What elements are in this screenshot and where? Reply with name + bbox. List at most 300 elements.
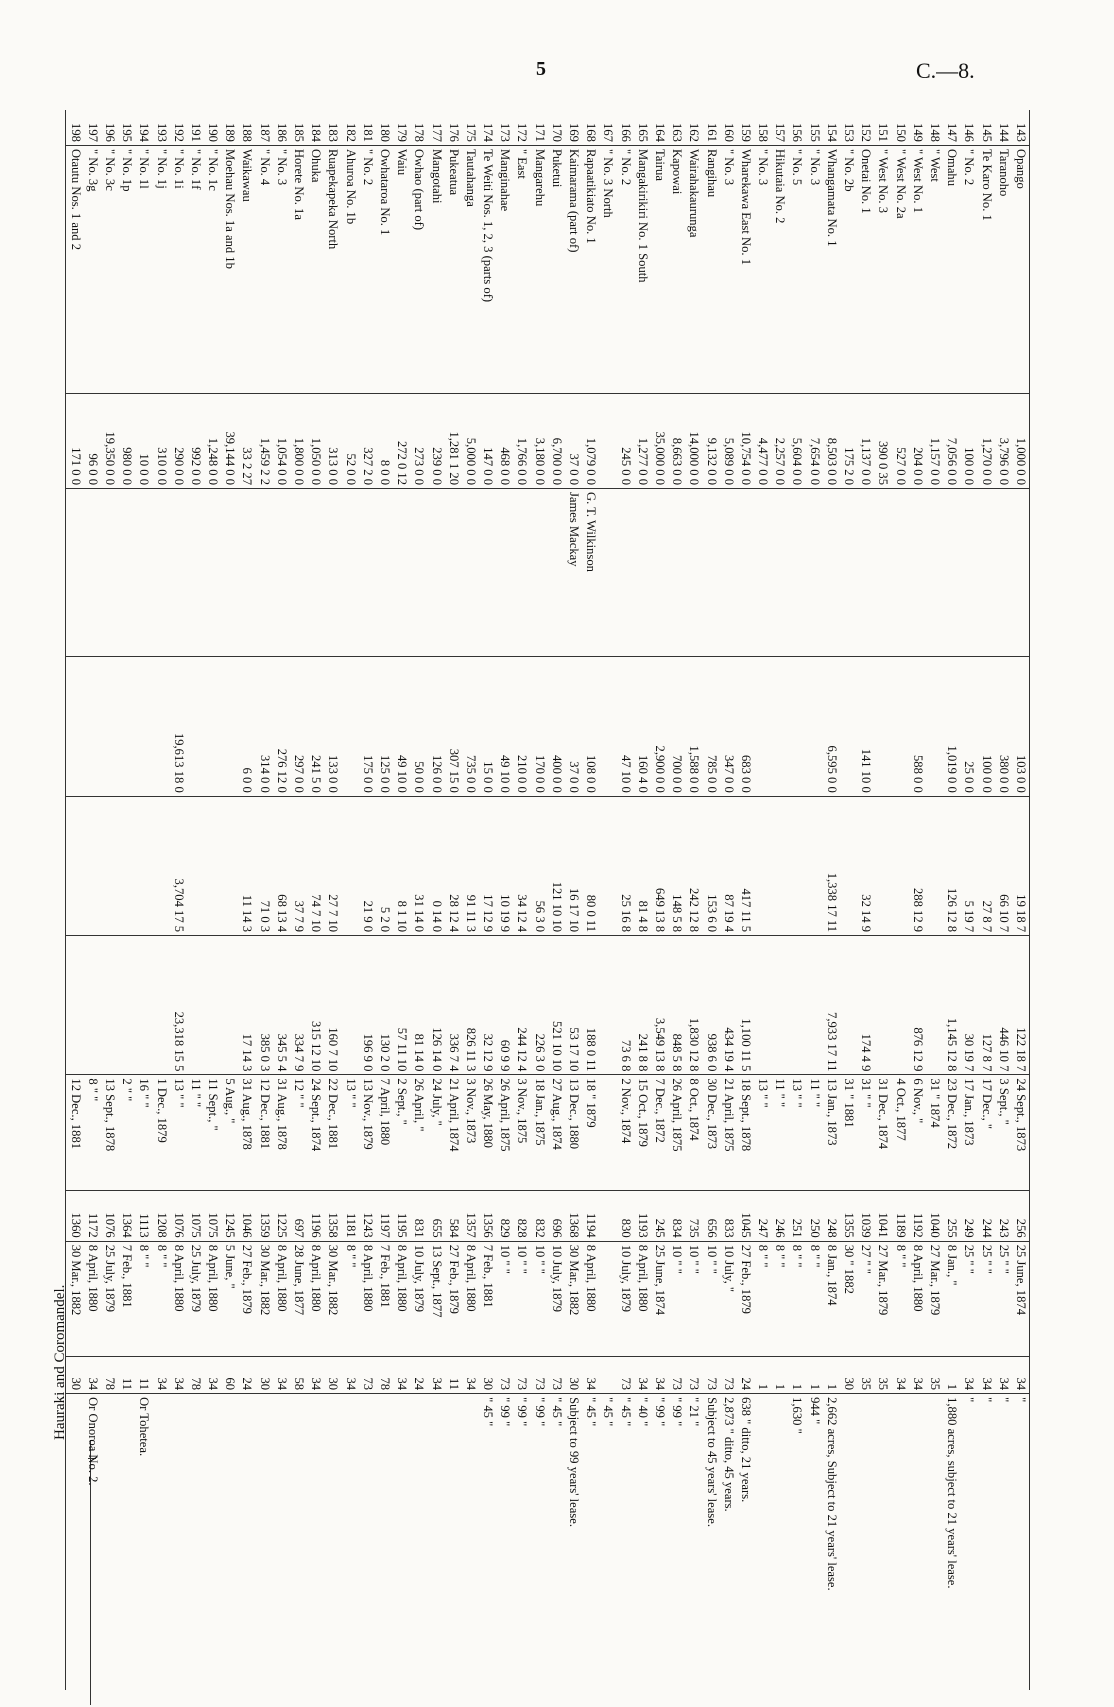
cell-num: 1364 [118,1190,135,1241]
cell-area: 8,503 0 0 [823,393,840,488]
cell-person [788,489,805,657]
cell-person [427,489,444,657]
cell-num: 1076 [101,1190,118,1241]
cell-remarks [376,1394,393,1690]
cell-rent1: 28 12 4 [445,796,462,935]
cell-date-lease: 23 Dec., 1872 [943,1075,960,1190]
cell-rent1: 31 14 0 [410,796,427,935]
cell-remarks: Or Onoroa No. 2. [85,1397,100,1486]
cell-amount: 588 0 0 [909,657,926,796]
cell-remarks: " 99 " [498,1397,513,1427]
cell-num [599,1190,616,1241]
cell-no: 166 [617,110,634,145]
cell-remarks: 2,873 " ditto, 45 years. [721,1397,736,1512]
cell-person [634,489,651,657]
table-row [857,110,874,1690]
cell-amount: 170 0 0 [531,657,548,796]
cell-date-lease: 6 Nov., " [909,1075,926,1190]
cell-no: 160 [720,110,737,145]
cell-amount: 400 0 0 [548,657,565,796]
cell-rent2 [788,936,805,1075]
cell-date-deed: 7 Feb., 1881 [376,1241,393,1356]
cell-rent1 [221,796,238,935]
cell-person [702,489,719,657]
cell-date-deed: 10 July, " [720,1241,737,1356]
cell-remarks: " 45 " [618,1397,633,1427]
cell-name: Hikutaia No. 2 [771,145,788,393]
table-row [135,110,152,1690]
table-row [874,110,891,1690]
cell-rent2 [771,936,788,1075]
cell-person [307,489,324,657]
cell-rent1 [187,796,204,935]
cell-name: " No. 1i [170,145,187,393]
cell-rent1: 25 16 8 [617,796,634,935]
cell-name: Mangotahi [427,145,444,393]
cell-no: 193 [152,110,169,145]
cell-term: 1 [754,1356,771,1393]
cell-date-lease: 31 Aug., 1878 [238,1075,255,1190]
table-row [754,110,771,1690]
cell-date-deed: 8 April, 1880 [170,1241,187,1356]
cell-no: 147 [943,110,960,145]
cell-no: 176 [445,110,462,145]
cell-remarks [393,1394,410,1690]
cell-rent2 [84,936,101,1075]
cell-person [737,489,754,657]
cell-area: 290 0 0 [170,393,187,488]
cell-rent1: 8 1 10 [393,796,410,935]
cell-person [187,489,204,657]
cell-rent2: 385 0 3 [256,936,273,1075]
cell-amount: 103 0 0 [1012,657,1030,796]
cell-rent1: 91 11 3 [462,796,479,935]
cell-rent1 [101,796,118,935]
cell-rent1: 0 14 0 [427,796,444,935]
table-row [892,110,909,1690]
cell-person [651,489,668,657]
table-row [66,110,84,1690]
cell-date-lease: 7 Dec., 1872 [651,1075,668,1190]
cell-rent2: 23,318 15 5 [170,936,187,1075]
cell-area: 1,277 0 0 [634,393,651,488]
cell-rent2: 57 11 10 [393,936,410,1075]
cell-num: 828 [513,1190,530,1241]
cell-remarks [874,1394,891,1690]
cell-amount [135,657,152,796]
cell-area: 6,700 0 0 [548,393,565,488]
cell-rent2: 81 14 0 [410,936,427,1075]
cell-term: 34 [977,1356,994,1393]
cell-rent2: 188 0 11 [582,936,599,1075]
cell-num: 831 [410,1190,427,1241]
cell-name: Rapaatikiato No. 1 [582,145,599,393]
cell-amount: 683 0 0 [737,657,754,796]
cell-amount [342,657,359,796]
cell-date-lease: 31 Dec., 1874 [874,1075,891,1190]
cell-name: " No. 1c [204,145,221,393]
cell-no: 181 [359,110,376,145]
cell-rent1 [892,796,909,935]
cell-area: 327 2 0 [359,393,376,488]
cell-num: 1208 [152,1190,169,1241]
cell-rent1: 242 12 8 [685,796,702,935]
cell-date-deed: 25 " " [995,1241,1012,1356]
table-body [66,110,1030,1690]
table-row [634,110,651,1690]
cell-date-lease: 30 Dec., 1873 [702,1075,719,1190]
cell-no: 170 [548,110,565,145]
cell-date-deed: 8 " " [754,1241,771,1356]
cell-area: 527 0 0 [892,393,909,488]
cell-num: 1245 [221,1190,238,1241]
cell-no: 195 [118,110,135,145]
cell-date-deed: 8 April, 1880 [634,1241,651,1356]
cell-name: Kaimarama (part of) [565,145,582,393]
cell-date-lease: 24 July, " [427,1075,444,1190]
cell-person [874,489,891,657]
cell-date-lease: 18 Sept., 1878 [737,1075,754,1190]
table-row [565,110,582,1690]
cell-term: 78 [101,1356,118,1393]
cell-person [668,489,685,657]
cell-num: 1192 [909,1190,926,1241]
cell-no: 167 [599,110,616,145]
cell-person [101,489,118,657]
cell-area: 7,056 0 0 [943,393,960,488]
table-row [204,110,221,1690]
cell-rent2: 53 17 10 [565,936,582,1075]
cell-amount: 241 5 0 [307,657,324,796]
cell-rent2 [754,936,771,1075]
cell-rent1: 10 19 9 [496,796,513,935]
cell-remarks: " 45 " [481,1397,496,1427]
cell-rent1: 80 0 11 [582,796,599,935]
cell-rent1 [118,796,135,935]
cell-num: 1181 [342,1190,359,1241]
cell-no: 192 [170,110,187,145]
cell-no: 150 [892,110,909,145]
cell-term: 78 [187,1356,204,1393]
cell-num: 255 [943,1190,960,1241]
cell-date-deed: 8 " " [135,1241,152,1356]
cell-date-deed: 8 April, 1880 [359,1241,376,1356]
cell-person [771,489,788,657]
cell-date-lease: 11 " " [806,1075,823,1190]
cell-no: 165 [634,110,651,145]
cell-remarks: 1,880 acres, subject to 21 years' lease. [945,1397,960,1589]
cell-name: " No. 3 [806,145,823,393]
cell-amount: 210 0 0 [513,657,530,796]
cell-name: Te Weiti Nos. 1, 2, 3 (parts of) [479,145,496,393]
cell-rent1 [788,796,805,935]
cell-date-lease: 26 April, " [410,1075,427,1190]
cell-date-deed: 30 Mar., 1882 [256,1241,273,1356]
cell-amount: 175 0 0 [359,657,376,796]
cell-rent2: 7,933 17 11 [823,936,840,1075]
cell-date-lease: 26 April, 1875 [496,1075,513,1190]
cell-term: 35 [926,1356,943,1393]
cell-remarks: 2,662 acres, Subject to 21 years' lease. [824,1397,839,1591]
cell-term: 11 [445,1356,462,1393]
cell-name: Mangarehu [531,145,548,393]
cell-num: 249 [960,1190,977,1241]
cell-area: 273 0 0 [410,393,427,488]
cell-area: 1,079 0 0 [582,393,599,488]
cell-term: 73 [685,1356,702,1393]
cell-date-deed: 25 June, 1874 [651,1241,668,1356]
cell-date-deed: 7 Feb., 1881 [118,1241,135,1356]
cell-num: 1045 [737,1190,754,1241]
cell-date-deed: 8 " " [152,1241,169,1356]
cell-person [204,489,221,657]
cell-person [857,489,874,657]
cell-remarks: 638 " ditto, 21 years. [738,1397,753,1503]
cell-area: 4,477 0 0 [754,393,771,488]
cell-rent1 [599,796,616,935]
cell-area: 390 0 35 [874,393,891,488]
cell-area: 1,050 0 0 [307,393,324,488]
cell-rent1: 21 9 0 [359,796,376,935]
cell-name: " No. 1j [152,145,169,393]
table-row [737,110,754,1690]
cell-rent1: 288 12 9 [909,796,926,935]
cell-rent2: 241 8 8 [634,936,651,1075]
cell-num: 697 [290,1190,307,1241]
cell-rent2: 315 12 10 [307,936,324,1075]
cell-remarks [462,1394,479,1690]
cell-name: Wharekawa East No. 1 [737,145,754,393]
cell-date-deed: 13 Sept., 1877 [427,1241,444,1356]
cell-rent2: 160 7 10 [324,936,341,1075]
cell-rent2: 244 12 4 [513,936,530,1075]
cell-date-lease: 16 " " [135,1075,152,1190]
cell-remarks: " 99 " [652,1397,667,1427]
table-row [462,110,479,1690]
table-row [101,110,118,1690]
cell-num: 1075 [204,1190,221,1241]
cell-name: Te Karo No. 1 [977,145,994,393]
cell-person [754,489,771,657]
table-row [788,110,805,1690]
cell-term: 1 [788,1356,805,1393]
table-row [668,110,685,1690]
cell-date-deed: 25 " " [977,1241,994,1356]
cell-rent2 [204,936,221,1075]
cell-remarks [840,1394,857,1690]
cell-date-deed: 27 Mar., 1879 [926,1241,943,1356]
cell-no: 144 [995,110,1012,145]
cell-rent1: 74 7 10 [307,796,324,935]
cell-rent2: 17 14 3 [238,936,255,1075]
cell-name: Horete No. 1a [290,145,307,393]
cell-no: 184 [307,110,324,145]
cell-num: 1356 [479,1190,496,1241]
cell-date-lease: 13 " " [788,1075,805,1190]
table-row [307,110,324,1690]
cell-rent2: 73 6 8 [617,936,634,1075]
cell-num: 1075 [187,1190,204,1241]
cell-term: 34 [84,1356,101,1393]
cell-area [599,393,616,488]
cell-amount [892,657,909,796]
cell-date-lease: 13 Jan., 1873 [823,1075,840,1190]
cell-person [410,489,427,657]
cell-amount [788,657,805,796]
cell-term: 34 [152,1356,169,1393]
cell-rent2 [101,936,118,1075]
table-row [531,110,548,1690]
cell-area: 1,000 0 0 [1012,393,1030,488]
cell-rent1: 1,338 17 11 [823,796,840,935]
cell-remarks: " 21 " [687,1397,702,1427]
table-row [359,110,376,1690]
cell-date-deed: 8 April, 1880 [462,1241,479,1356]
cell-term: 34 [892,1356,909,1393]
cell-date-deed: 25 June, 1874 [1012,1241,1030,1356]
cell-date-lease: 18 " 1879 [582,1075,599,1190]
cell-date-lease: 31 " 1874 [926,1075,943,1190]
cell-term: 35 [874,1356,891,1393]
cell-area: 33 2 27 [238,393,255,488]
cell-amount [806,657,823,796]
cell-term: 34 [909,1356,926,1393]
cell-rent2: 32 12 9 [479,936,496,1075]
cell-date-lease: 3 Nov., 1875 [513,1075,530,1190]
cell-rent1: 5 2 0 [376,796,393,935]
cell-rent1 [342,796,359,935]
cell-name: " West No. 3 [874,145,891,393]
cell-rent2 [135,936,152,1075]
cell-num: 1194 [582,1190,599,1241]
cell-name: " No. 3c [101,145,118,393]
cell-person [513,489,530,657]
cell-remarks [101,1394,118,1690]
cell-num: 655 [427,1190,444,1241]
cell-no: 188 [238,110,255,145]
cell-area: 5,089 0 0 [720,393,737,488]
cell-amount: 37 0 0 [565,657,582,796]
cell-term: 73 [702,1356,719,1393]
cell-num: 247 [754,1190,771,1241]
cell-area: 19,350 0 0 [101,393,118,488]
cell-date-lease: 13 Sept., 1878 [101,1075,118,1190]
cell-remarks: " [962,1397,977,1403]
cell-no: 177 [427,110,444,145]
cell-name: " No. 2 [617,145,634,393]
cell-name: " No. 4 [256,145,273,393]
cell-rent1: 68 13 4 [273,796,290,935]
cell-date-deed: 10 July, 1879 [410,1241,427,1356]
cell-rent2: 30 19 7 [960,936,977,1075]
cell-remarks [118,1394,135,1690]
cell-no: 196 [101,110,118,145]
cell-date-lease: 21 April, 1874 [445,1075,462,1190]
cell-num: 1359 [256,1190,273,1241]
cell-no: 161 [702,110,719,145]
cell-area: 1,270 0 0 [977,393,994,488]
cell-no: 152 [857,110,874,145]
cell-area: 8,663 0 0 [668,393,685,488]
cell-remarks [410,1394,427,1690]
cell-date-deed: 10 July, 1879 [617,1241,634,1356]
table-row [977,110,994,1690]
cell-amount: 347 0 0 [720,657,737,796]
cell-date-deed: 30 " 1882 [840,1241,857,1356]
cell-amount: 126 0 0 [427,657,444,796]
cell-person [393,489,410,657]
cell-rent1: 5 19 7 [960,796,977,935]
cell-remarks [273,1394,290,1690]
cell-term: 30 [256,1356,273,1393]
cell-person: G. T. Wilkinson [582,489,599,657]
table-row [376,110,393,1690]
cell-area: 9,132 0 0 [702,393,719,488]
cell-date-deed: 27 Feb., 1879 [445,1241,462,1356]
cell-date-deed: 8 April, 1880 [204,1241,221,1356]
cell-amount: 108 0 0 [582,657,599,796]
cell-date-deed: 27 Feb., 1879 [238,1241,255,1356]
cell-term: 34 [427,1356,444,1393]
table-row [823,110,840,1690]
cell-term: 73 [617,1356,634,1393]
cell-person [926,489,943,657]
cell-num: 1046 [238,1190,255,1241]
table-row [599,110,616,1690]
cell-remarks: " 99 " [670,1397,685,1427]
cell-no: 189 [221,110,238,145]
cell-person [617,489,634,657]
cell-name: Ruapekapeka North [324,145,341,393]
cell-no: 159 [737,110,754,145]
cell-num: 1195 [393,1190,410,1241]
cell-name: Whangamata No. 1 [823,145,840,393]
cell-date-lease: 31 " " [857,1075,874,1190]
cell-person [531,489,548,657]
cell-person [1012,489,1030,657]
cell-area: 980 0 0 [118,393,135,488]
cell-no: 198 [66,110,84,145]
cell-rent1 [874,796,891,935]
cell-rent2 [187,936,204,1075]
table-row [256,110,273,1690]
cell-term: 78 [376,1356,393,1393]
cell-amount: 1,019 0 0 [943,657,960,796]
cell-amount: 276 12 0 [273,657,290,796]
cell-date-deed: 25 July, 1879 [187,1241,204,1356]
cell-date-deed: 30 Mar., 1882 [66,1241,84,1356]
cell-name: Moehau Nos. 1a and 1b [221,145,238,393]
cell-no: 151 [874,110,891,145]
cell-name: " No. 3g [84,145,101,393]
cell-num: 1360 [66,1190,84,1241]
cell-area: 1,459 2 2 [256,393,273,488]
cell-rent1: 148 5 8 [668,796,685,935]
cell-rent2 [806,936,823,1075]
document-reference: C.—8. [916,58,975,83]
table-row [496,110,513,1690]
cell-date-lease: 12 Dec., 1881 [256,1075,273,1190]
cell-person [995,489,1012,657]
table-row [840,110,857,1690]
cell-person [290,489,307,657]
cell-amount: 100 0 0 [977,657,994,796]
cell-no: 175 [462,110,479,145]
cell-remarks [359,1394,376,1690]
cell-date-deed: 8 " " [892,1241,909,1356]
cell-name: Taranoho [995,145,1012,393]
cell-num: 1357 [462,1190,479,1241]
